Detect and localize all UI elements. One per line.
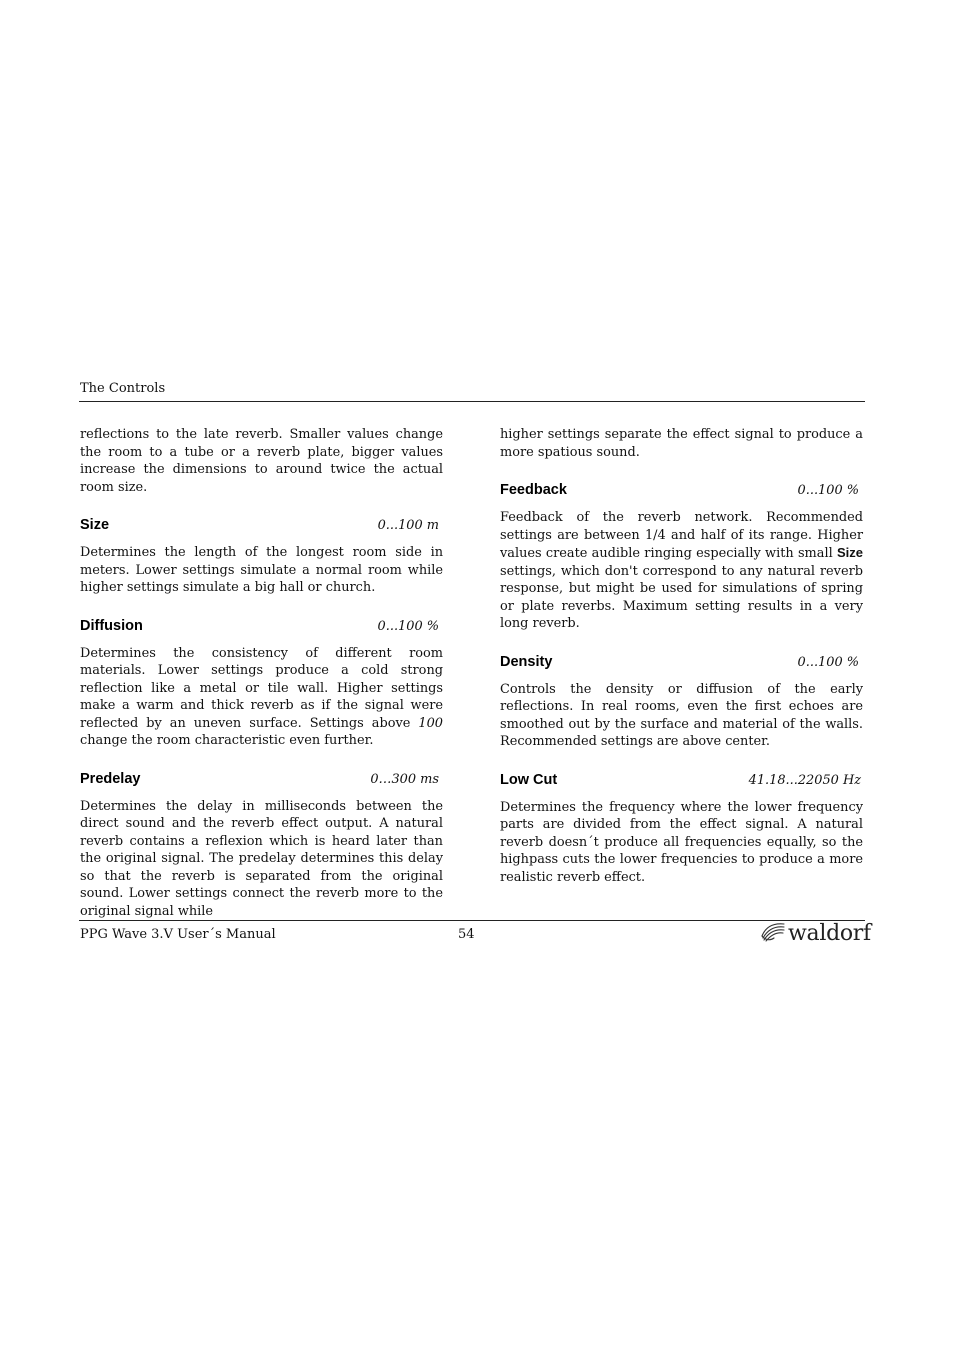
- right-column: [500, 426, 863, 886]
- param-description: Determines the frequency where the lower frequency parts are divided from the effect signal. A natural reverb doesn´t produce all frequencies equally, so the highpass cuts the lower frequencies to produce a more realistic reverb effect.: [500, 799, 863, 885]
- param-description: Controls the density or diffusion of the early reflections. In real rooms, even the first echoes are smoothed out by the surface and material of the walls. Recommended settings are above center.: [500, 681, 863, 749]
- param-name: Feedback: [500, 482, 567, 498]
- param-description: [80, 645, 443, 750]
- manual-title: PPG Wave 3.V User´s Manual: [80, 927, 276, 942]
- param-description: Determines the length of the longest room side in meters. Lower settings simulate a normal room while higher settings simulate a big hall or church.: [80, 545, 443, 595]
- param-name: Diffusion: [80, 617, 143, 634]
- description-text: Feedback of the reverb network. Recommended settings are between 1/4 and half of its range. Higher values create audible ringing especially with small: [500, 510, 863, 561]
- page-number: 54: [458, 927, 475, 942]
- description-bold-term: Size: [836, 545, 863, 560]
- left-intro-paragraph: reflections to the late reverb. Smaller values change the room to a tube or a reverb plate, bigger values increase the dimensions to around twice the actual room size.: [80, 427, 443, 495]
- right-intro-paragraph: higher settings separate the effect signal to produce a more spatious sound.: [500, 427, 863, 460]
- param-description: Determines the delay in milliseconds between the direct sound and the reverb effect output. A natural reverb contains a reflexion which is heard later than the original signal. The predelay determines this delay so that the reverb is separated from the original sound. Lower settings connect the reverb more to the original signal while: [80, 798, 443, 919]
- header-rule: [79, 401, 865, 402]
- section-title: The Controls: [80, 381, 166, 396]
- param-range: 0...100 %: [377, 618, 439, 634]
- footer-rule: [79, 920, 865, 921]
- param-range: 0…300 ms: [370, 771, 439, 787]
- description-italic-value: 100: [418, 715, 443, 731]
- param-name: Size: [80, 517, 110, 533]
- param-range: 0...100 %: [797, 483, 859, 498]
- param-range: 0...100 m: [377, 518, 439, 533]
- param-size: [80, 517, 443, 597]
- param-range: 0...100 %: [797, 654, 859, 670]
- param-name: Predelay: [80, 770, 141, 787]
- param-feedback: [500, 482, 863, 633]
- param-diffusion: [80, 618, 443, 750]
- logo-text: waldorf: [788, 920, 871, 946]
- waldorf-logo: [760, 920, 871, 946]
- param-range: 41.18...22050 Hz: [748, 772, 861, 788]
- param-low-cut: [500, 772, 863, 887]
- description-text: Determines the consistency of different room materials. Lower settings produce a cold strong reflection like a metal or tile wall. Higher settings make a warm and thick reverb as if the signal were reflected by an uneven surface. Settings above: [80, 645, 443, 731]
- param-density: [500, 654, 863, 751]
- waldorf-swirl-icon: [760, 920, 786, 946]
- param-name: Density: [500, 653, 553, 670]
- description-text: change the room characteristic even further.: [80, 733, 374, 748]
- param-predelay: [80, 771, 443, 921]
- description-text: settings, which don't correspond to any natural reverb response, but might be used for simulations of spring or plate reverbs. Maximum setting results in a very long reverb.: [500, 563, 863, 631]
- left-column: [80, 426, 443, 920]
- param-name: Low Cut: [500, 771, 558, 788]
- param-description: [500, 509, 863, 633]
